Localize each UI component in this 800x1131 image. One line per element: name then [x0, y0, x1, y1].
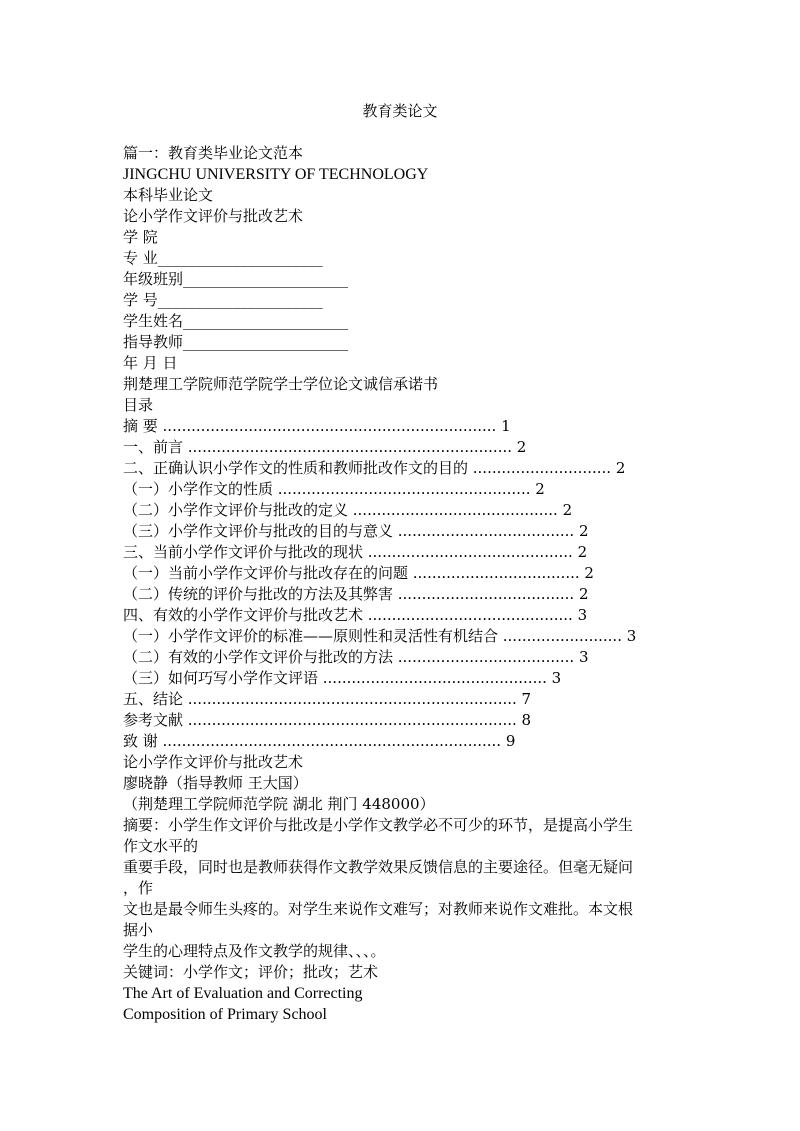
toc-item: 摘 要 ...................................................................... 1	[123, 417, 511, 435]
abstract-line: 学生的心理特点及作文教学的规律、、、。	[123, 942, 386, 960]
toc-item: 二、正确认识小学作文的性质和教师批改作文的目的 ............................. 2	[123, 459, 626, 477]
section-heading: 篇一：教育类毕业论文范本	[123, 144, 304, 162]
field-student-name: 学生姓名______________________	[123, 312, 349, 330]
toc-item: 三、当前小学作文评价与批改的现状 ........................................... 2	[123, 543, 588, 561]
thesis-title: 论小学作文评价与批改艺术	[123, 207, 304, 225]
toc-item: （二）小学作文评价与批改的定义 ........................................... 2	[123, 501, 573, 519]
integrity-pledge-title: 荆楚理工学院师范学院学士学位论文诚信承诺书	[123, 375, 439, 393]
field-student-id: 学 号______________________	[123, 291, 323, 309]
abstract-line: 据小	[123, 921, 154, 939]
paper-affiliation: （荆楚理工学院师范学院 湖北 荆门 448000）	[123, 795, 435, 813]
keywords: 关键词：小学作文；评价；批改；艺术	[123, 963, 379, 981]
toc-item: 五、结论 ..................................................................... 7	[123, 690, 532, 708]
field-college: 学 院	[123, 228, 158, 246]
toc-heading: 目录	[123, 396, 154, 414]
abstract-line: 摘要：小学生作文评价与批改是小学作文教学必不可少的环节，是提高小学生	[123, 816, 634, 834]
field-date: 年 月 日	[123, 354, 178, 372]
toc-item: （二）传统的评价与批改的方法及其弊害 ..................................... 2	[123, 585, 589, 603]
paper-title: 论小学作文评价与批改艺术	[123, 753, 304, 771]
abstract	[123, 815, 683, 962]
document-body	[123, 143, 683, 1025]
toc-item: （三）如何巧写小学作文评语 ............................................... 3	[123, 669, 562, 687]
abstract-line: ，作	[123, 879, 154, 897]
toc-item: 一、前言 .................................................................... 2	[123, 438, 527, 456]
english-title-line-2: Composition of Primary School	[123, 1006, 327, 1023]
toc-item: 四、有效的小学作文评价与批改艺术 ........................................... 3	[123, 606, 588, 624]
paper-author: 廖晓静（指导教师 王大国）	[123, 774, 308, 792]
abstract-line: 重要手段，同时也是教师获得作文教学效果反馈信息的主要途径。但毫无疑问	[123, 858, 634, 876]
field-major: 专 业______________________	[123, 249, 323, 267]
document-title: 教育类论文	[362, 102, 438, 120]
abstract-line: 作文水平的	[123, 837, 199, 855]
toc-item: （一）小学作文评价的标准——原则性和灵活性有机结合 ......................... 3	[123, 627, 637, 645]
thesis-type: 本科毕业论文	[123, 186, 214, 204]
toc-item: （一）小学作文的性质 ..................................................... 2	[123, 480, 545, 498]
toc-item: （三）小学作文评价与批改的目的与意义 ..................................... 2	[123, 522, 589, 540]
field-class: 年级班别______________________	[123, 270, 349, 288]
university-name: JINGCHU UNIVERSITY OF TECHNOLOGY	[123, 166, 429, 183]
toc-item: （一）当前小学作文评价与批改存在的问题 ................................... 2	[123, 564, 594, 582]
toc-item: 致 谢 ....................................................................... 9	[123, 732, 516, 750]
field-advisor: 指导教师______________________	[123, 333, 349, 351]
table-of-contents	[123, 416, 683, 752]
toc-item: （二）有效的小学作文评价与批改的方法 ..................................... 3	[123, 648, 589, 666]
toc-item: 参考文献 ..................................................................... 8	[123, 711, 532, 729]
english-title-line-1: The Art of Evaluation and Correcting	[123, 985, 363, 1002]
abstract-line: 文也是最令师生头疼的。对学生来说作文难写；对教师来说作文难批。本文根	[123, 900, 634, 918]
